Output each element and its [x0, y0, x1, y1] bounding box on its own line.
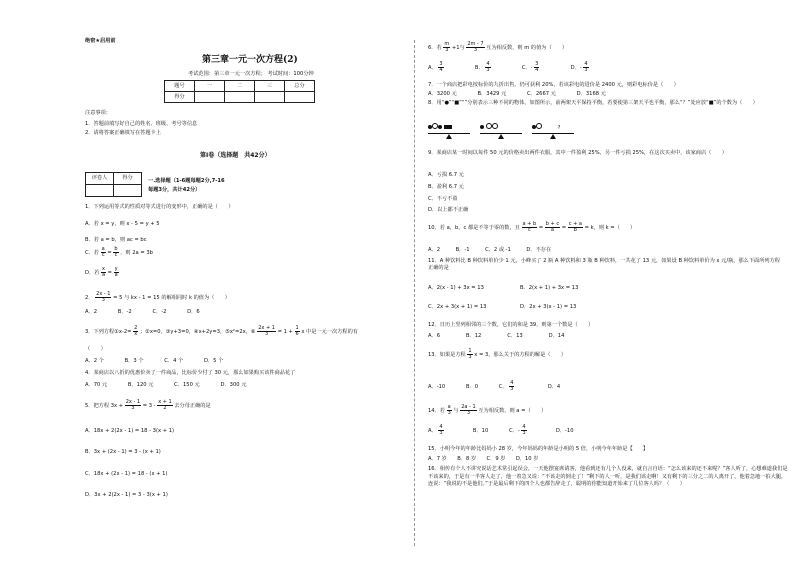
q11-option-b: B．2(x + 1) + 3x = 13	[520, 285, 579, 291]
notes-heading: 注意事项：	[85, 110, 111, 116]
numerator: m	[444, 41, 450, 47]
denominator: 4	[439, 67, 443, 73]
question-text: 互为相反数，则 m 的值为（ ）	[486, 45, 568, 51]
denominator: 3	[486, 67, 490, 73]
fraction	[534, 62, 539, 73]
q3-blank: （ ）	[85, 346, 106, 352]
fraction	[438, 425, 443, 436]
q9-option-c: C．不亏不盈	[428, 196, 458, 202]
denominator: c	[101, 252, 105, 258]
balance-stand	[550, 134, 574, 142]
numerator: 4	[510, 380, 514, 386]
denominator: a	[550, 227, 554, 233]
q6-options	[428, 62, 589, 73]
table-cell: 二	[225, 81, 255, 92]
section-sub-1: 一.选择题（1-6题每题2分,7-16	[148, 178, 225, 184]
denominator: 3	[468, 354, 472, 360]
numerator: x + 1	[158, 399, 172, 405]
question-text: 互为相反数，则 a =（ ）	[478, 408, 547, 414]
question-14	[428, 405, 546, 416]
numerator: 2	[134, 325, 138, 331]
notes-item-1: 1．答题前填写好自己的姓名、班级、考号等信息	[85, 121, 198, 127]
fraction	[114, 267, 119, 278]
numerator: 1	[468, 348, 472, 354]
fraction	[113, 247, 118, 258]
denominator: 3	[522, 430, 526, 436]
question-text: = 3 -	[142, 403, 156, 409]
table-cell: 总分	[285, 81, 315, 92]
numerator: 2a - 1	[461, 404, 476, 410]
denominator: 3	[445, 47, 449, 53]
q10-options: A．2 B．-1 C．2 或 -1 D．不存在	[428, 247, 552, 253]
question-11: 11．A 种饮料比 B 种饮料单价少 1 元，小峰买了 2 瓶 A 种饮料和 3 瓶 B 种饮料，一共花了 13 元，如果设 B 种饮料单价为 x 元/瓶，那么下面所列方程正确的是	[428, 258, 780, 271]
fraction	[157, 400, 173, 411]
q1-option-b: B．若 a = b，则 ac = bc	[85, 237, 147, 243]
balance-3	[532, 123, 574, 141]
option-text: ，则 2a = 3b	[120, 250, 153, 256]
exam-time: 考试时间：100分钟	[267, 71, 314, 77]
column-divider	[414, 40, 415, 546]
question-text: +1与	[451, 45, 465, 51]
fraction	[485, 62, 490, 73]
q4-options: A．70 元 B．120 元 C．150 元 D．300 元	[85, 382, 247, 388]
numerator: 1	[295, 325, 299, 331]
table-cell: 题号	[165, 81, 195, 92]
exam-info	[188, 71, 314, 78]
question-text: 10．若 a，b，c 都是不等于零的数，且	[428, 225, 520, 231]
fraction	[101, 247, 106, 258]
denominator: c	[527, 227, 531, 233]
question-text: 与	[453, 408, 459, 414]
triangle-icon	[446, 134, 452, 139]
q15-options: A．7 岁 B．8 岁 C．9 岁 D．10 岁	[428, 456, 539, 462]
circle-icon	[480, 125, 484, 129]
fraction	[447, 405, 452, 416]
question-3	[85, 326, 358, 337]
q14-options	[428, 425, 574, 436]
question-text: 3．下列方程①x-2=	[85, 329, 132, 335]
question-10: 10．若 a，b，c 都是不等于零的数，且 $\frac{a + b}{c}$ = $\frac{b + c}{a}$ = $\frac{c + a}{b}$ = k，则 k =（ ）	[428, 221, 636, 233]
q9-option-a: A．亏损 6.7 元	[428, 172, 464, 178]
denominator: 3	[466, 410, 471, 416]
denominator: x	[134, 331, 138, 337]
fraction	[568, 222, 583, 233]
option-text: D．4	[547, 384, 561, 390]
fraction	[522, 222, 538, 233]
question-16: 16．相传有个人不讲究说话艺术常引起误会，一天他摆宴席请客，他看到还有几个人没来，就自言自语：“怎么该来的还不来呢？”客人听了，心想难道我们是不该来的，于是有一半客人走了，他一着急又说：“不该走的倒走了！”剩下的人一听，是我们该走啊！又有剩下的三分之二的人离开了，他着急地一拍大腿，连说：“我说的不是他们。”于是最后剩下的四个人也都告辞走了，聪明的你能知道开始来了几位客人吗？（ ）	[428, 466, 788, 488]
question-6	[428, 42, 567, 53]
question-5	[85, 400, 211, 411]
q1-option-a: A．若 x = y，则 x - 5 = y + 5	[85, 221, 160, 227]
question-text: = 1 +	[277, 329, 295, 335]
numerator: a + b	[522, 221, 537, 227]
question-text: x = 3，那么关于的方程的解是（ ）	[474, 352, 567, 358]
denominator: 4	[535, 67, 539, 73]
numerator: 3	[535, 61, 539, 67]
q1-option-d: D．若 $\frac{x}{a}$ = $\frac{y}{a}$	[85, 266, 118, 278]
grader-table	[85, 172, 142, 197]
q7-options: A．3200 元 B．3429 元 C．2667 元 D．3168 元	[428, 91, 606, 97]
table-row	[165, 81, 315, 92]
table-cell: 评卷人	[86, 173, 114, 185]
q5-option-b: B．3x + (2x - 1) = 3 - (x + 1)	[85, 449, 161, 455]
denominator: 3	[439, 430, 443, 436]
fraction	[443, 42, 450, 53]
numerator: 3	[439, 61, 443, 67]
denominator: a	[101, 272, 106, 278]
question-1: 1．下列运用等式的性质对等式进行的变形中，正确的是（ ）	[85, 204, 234, 210]
numerator: 2x - 1	[96, 291, 111, 297]
numerator: 4	[522, 424, 526, 430]
table-row	[86, 173, 142, 185]
question-text: 去分母正确的是	[174, 403, 211, 409]
page-title: 第三章一元一次方程(2)	[202, 55, 298, 65]
question-13	[428, 349, 566, 360]
numerator: 4	[584, 61, 588, 67]
table-cell	[195, 92, 225, 103]
table-cell: 一	[195, 81, 225, 92]
question-mark: ?	[557, 125, 561, 131]
option-label: A．	[428, 65, 437, 71]
option-text: B．10 C．-	[472, 428, 520, 434]
numerator: a	[101, 246, 105, 252]
fraction	[438, 62, 443, 73]
score-table	[164, 80, 315, 103]
question-15: 15．小明今年的年龄比妈妈小 28 岁，今年妈妈的年龄是小明的 5 倍，小明今年年龄是【 】	[428, 446, 649, 452]
numerator: 4	[439, 424, 443, 430]
fraction	[521, 425, 526, 436]
q11-option-c: C．2x + 3(x + 1) = 13	[428, 304, 487, 310]
denominator: 3	[264, 331, 269, 337]
q5-option-c: C．18x + (2x - 1) = 18 - (x + 1)	[85, 471, 168, 477]
question-2: 2． $\frac{2x - 1}{3}$ = 5 与 kx - 1 = 15 的解相同时 k 的值为（ ）	[85, 291, 230, 303]
table-row	[86, 185, 142, 197]
denominator: 6	[295, 331, 299, 337]
question-text: 5．把方程 3x +	[85, 403, 124, 409]
q1-option-c: C．若 $\frac{a}{c}$ = $\frac{b}{c}$ ，则 2a = 3b	[85, 246, 153, 258]
question-text: 14．若	[428, 408, 445, 414]
option-label: C．-	[521, 65, 533, 71]
table-cell	[225, 92, 255, 103]
denominator: 3	[584, 67, 588, 73]
table-cell	[285, 92, 315, 103]
numerator: a	[447, 404, 451, 410]
denominator: 3	[131, 405, 135, 411]
fraction	[583, 62, 588, 73]
question-text: 与 kx - 1 = 15 的解相同时 k 的值为（ ）	[124, 295, 230, 301]
option-label: A．	[428, 428, 437, 434]
numerator: y	[114, 266, 118, 272]
fraction	[545, 222, 560, 233]
circle-icon	[438, 125, 442, 129]
denominator: 2	[163, 405, 167, 411]
section-sub-2: 每题3分，共计42分）	[148, 187, 201, 193]
question-text: 13．如果是方程	[428, 352, 466, 358]
numerator: x	[102, 266, 105, 272]
q5-option-d: D．3x + 2(2x - 1) = 3 - 3(x + 1)	[85, 492, 168, 498]
denominator: b	[573, 227, 577, 233]
fraction	[125, 400, 141, 411]
table-row	[165, 92, 315, 103]
fraction	[95, 292, 111, 303]
ring-icon	[486, 123, 492, 129]
triangle-icon	[498, 134, 504, 139]
question-text: = k，则 k =（ ）	[584, 225, 636, 231]
q9-option-d: D．以上都不正确	[428, 207, 469, 213]
table-cell: 三	[255, 81, 285, 92]
ring-icon	[492, 123, 498, 129]
denominator: 3	[447, 410, 451, 416]
question-7: 7．一个商店把彩电按标价的九折出售，仍可获利 20%，若该彩电的进价是 2400 元，则彩电标价是（ ）	[428, 82, 679, 88]
q5-option-a: A．18x + 2(2x - 1) = 18 - 3(x + 1)	[85, 428, 175, 434]
q11-option-d: D．2x + 3(x - 1) = 13	[520, 304, 577, 310]
q13-options	[428, 381, 560, 392]
numerator: b + c	[545, 221, 560, 227]
balance-2	[480, 123, 522, 141]
triangle-icon	[550, 134, 556, 139]
option-label: C．若	[85, 250, 99, 256]
question-text: 6．若	[428, 45, 442, 51]
numerator: b	[114, 246, 118, 252]
fraction	[460, 405, 476, 416]
q12-options: A．6 B．12 C．13 D．14	[428, 333, 565, 339]
question-4: 4．某商店以八折的优惠价卖了一件商品，比标价少付了 30 元，那么如果购买该件商品花了	[85, 370, 296, 376]
balance-figure	[428, 121, 588, 141]
square-icon	[448, 125, 452, 129]
option-label: B．	[474, 65, 484, 71]
fraction	[466, 42, 484, 53]
table-cell: 得分	[165, 92, 195, 103]
option-label: D．-	[570, 65, 582, 71]
fraction	[133, 326, 138, 337]
numerator: 2x + 1	[258, 325, 275, 331]
q9-option-b: B．盈利 6.7 元	[428, 184, 464, 190]
numerator: c + a	[568, 221, 582, 227]
ring-icon	[536, 123, 542, 129]
table-cell	[255, 92, 285, 103]
balance-stand	[446, 134, 470, 142]
exam-scope: 考试范围：第三章一元一次方程；	[188, 71, 266, 77]
question-text: x 中是一元一次方程的有	[301, 329, 358, 335]
denominator: 3	[473, 47, 478, 53]
balance-1	[428, 123, 470, 141]
denominator: 3	[101, 297, 105, 303]
question-12: 12．日历上竖列相邻的三个数，它们的和是 39，则第一个数是（ ）	[428, 322, 594, 328]
section-title: 第Ⅰ卷（选择题 共42分）	[200, 152, 271, 159]
fraction	[101, 267, 106, 278]
numerator: 4	[486, 61, 490, 67]
fraction	[295, 326, 300, 337]
question-number: 2．	[85, 295, 94, 301]
secret-label: 绝密★启用前	[85, 38, 116, 44]
table-cell: 得分	[114, 173, 142, 185]
numerator: 2x - 1	[125, 399, 141, 405]
fraction	[467, 349, 472, 360]
fraction	[257, 326, 276, 337]
denominator: a	[114, 272, 118, 278]
fraction	[509, 381, 514, 392]
table-cell	[114, 185, 142, 197]
notes-item-2: 2．请将答案正确填写在答题卡上	[85, 130, 161, 136]
balance-stand	[498, 134, 522, 142]
question-8: 8．用“●”“■”“”分别表示三种不同的物体，如图所示，前两架天平保持平衡，若要使第三架天平也平衡，那么“？”处应放“■”的个数为（ ）	[428, 100, 758, 106]
table-cell	[86, 185, 114, 197]
q3-options: A．2 个 B．3 个 C．4 个 D．5 个	[85, 358, 224, 364]
numerator: 2m - 7	[467, 41, 484, 47]
q2-options: A．2 B．-2 C．-2 D．6	[85, 309, 200, 315]
question-text: ；②x=0，③y+3=0，④x+2y=3，⑤x²=2x，⑥	[139, 329, 256, 335]
q11-option-a: A．2(x - 1) + 3x = 13	[428, 285, 484, 291]
denominator: 3	[510, 386, 514, 392]
option-text: D．-10	[555, 428, 574, 434]
question-9: 9．某商店某一时间以每件 50 元的价格卖出两件衣服，其中一件盈利 25%，另一件亏损 25%，在这次买卖中，该家商店（ ）	[428, 150, 727, 156]
option-label: D．若	[85, 270, 100, 276]
option-text: A．-10 B．0 C．	[428, 384, 508, 390]
denominator: c	[114, 252, 118, 258]
